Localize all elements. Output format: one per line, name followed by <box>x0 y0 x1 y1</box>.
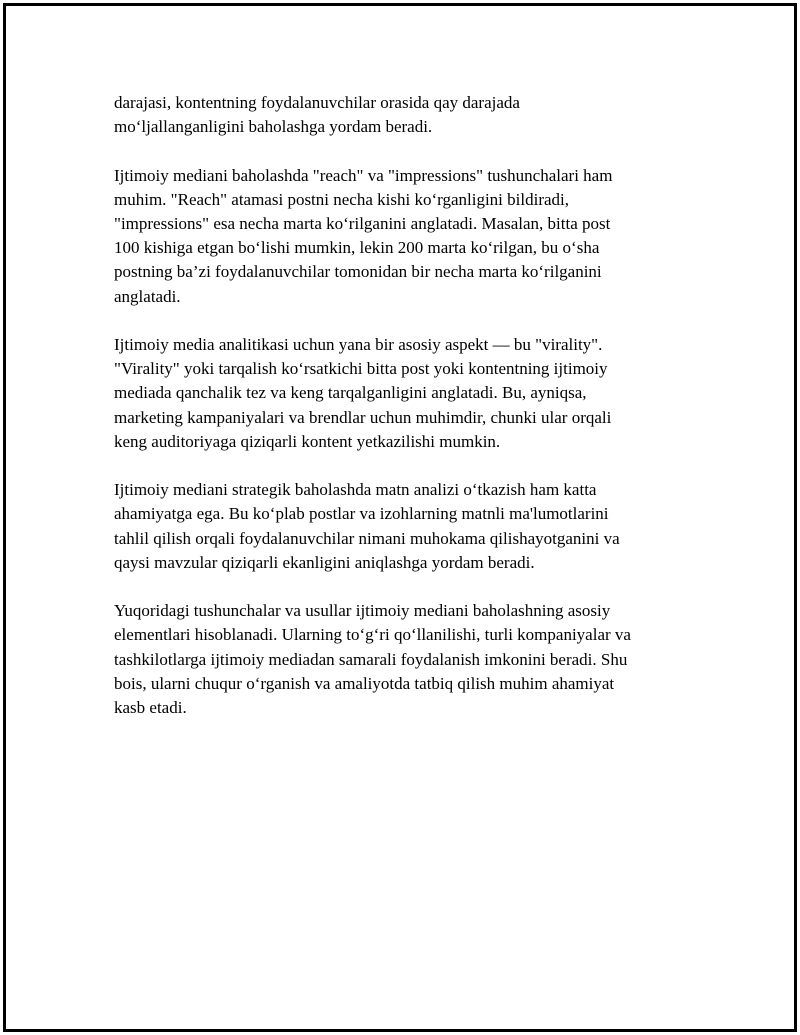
paragraph-3: Ijtimoiy media analitikasi uchun yana bir asosiy aspekt — bu "virality". "Virality" yoki tarqalish ko‘rsatkichi bitta post yoki kontentning ijtimoiy mediada qanchalik tez va keng tarqalganligini anglatadi. Bu, ayniqsa, marketing kampaniyalari va brendlar uchun muhimdir, chunki ular orqali keng auditoriyaga qiziqarli kontent yetkazilishi mumkin. <box>114 335 612 451</box>
paragraph-4: Ijtimoiy mediani strategik baholashda matn analizi o‘tkazish ham katta ahamiyatga ega. Bu ko‘plab postlar va izohlarning matnli ma'lumotlarini tahlil qilish orqali foydalanuvchilar nimani muhokama qilishayotganini va qaysi mavzular qiziqarli ekanligini aniqlashga yordam beradi. <box>114 480 620 572</box>
paragraph-5: Yuqoridagi tushunchalar va usullar ijtimoiy mediani baholashning asosiy elementlari hisoblanadi. Ularning to‘g‘ri qo‘llanilishi, turli kompaniyalar va tashkilotlarga ijtimoiy mediadan samarali foydalanish imkonini beradi. Shu bois, ularni chuqur o‘rganish va amaliyotda tatbiq qilish muhim ahamiyat kasb etadi. <box>114 601 631 718</box>
paragraph-1: darajasi, kontentning foydalanuvchilar orasida qay darajada mo‘ljallanganligini baholashga yordam beradi. <box>114 93 520 137</box>
document-body <box>114 91 682 744</box>
paragraph-2: Ijtimoiy mediani baholashda "reach" va "impressions" tushunchalari ham muhim. "Reach" atamasi postni necha kishi ko‘rganligini bildiradi, "impressions" esa necha marta ko‘rilganini anglatadi. Masalan, bitta post 100 kishiga etgan bo‘lishi mumkin, lekin 200 marta ko‘rilgan, bu o‘sha postning ba’zi foydalanuvchilar tomonidan bir necha marta ko‘rilganini anglatadi. <box>114 165 613 306</box>
